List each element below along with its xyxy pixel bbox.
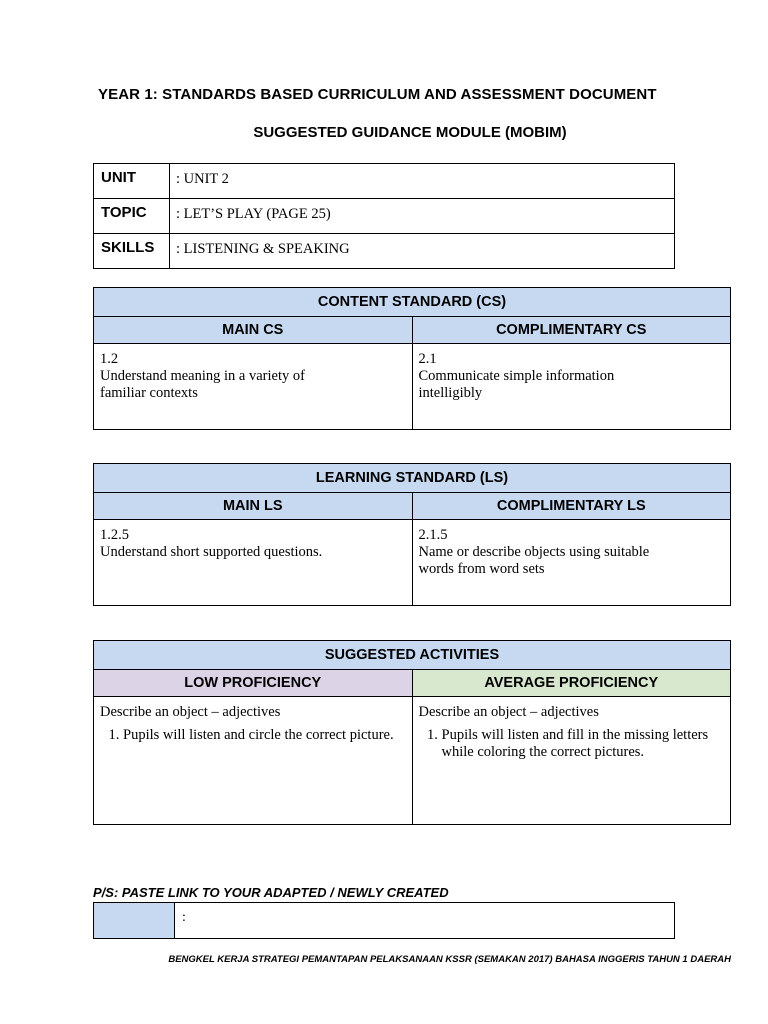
document-title: YEAR 1: STANDARDS BASED CURRICULUM AND ASSESSMENT DOCUMENT <box>98 86 657 103</box>
low-proficiency-heading: LOW PROFICIENCY <box>94 670 413 697</box>
learning-standard-heading: LEARNING STANDARD (LS) <box>94 464 731 493</box>
complimentary-ls-text: Name or describe objects using suitable words from word sets <box>418 544 650 577</box>
topic-row <box>94 199 675 234</box>
main-ls-text: Understand short supported questions. <box>100 544 323 560</box>
low-activity-intro: Describe an object – adjectives <box>100 704 281 720</box>
low-proficiency-cell <box>94 697 413 825</box>
unit-label: UNIT <box>94 164 170 199</box>
unit-info-table <box>93 163 675 269</box>
material-link-label: P/S: PASTE LINK TO YOUR ADAPTED / NEWLY CREATED <box>93 885 449 900</box>
complimentary-ls-cell <box>412 520 731 606</box>
low-activity-item: 1. Pupils will listen and circle the correct picture. <box>123 727 406 744</box>
average-activity-intro: Describe an object – adjectives <box>418 704 599 720</box>
main-cs-code: 1.2 <box>100 351 119 367</box>
complimentary-cs-cell <box>412 344 731 430</box>
complimentary-ls-code: 2.1.5 <box>418 527 448 543</box>
unit-value: : UNIT 2 <box>170 164 675 199</box>
low-activity-list <box>100 727 406 744</box>
footer-text: BENGKEL KERJA STRATEGI PEMANTAPAN PELAKSANAAN KSSR (SEMAKAN 2017) BAHASA INGGERIS TAHUN 1 DAERAH <box>168 954 731 965</box>
material-link-table <box>93 902 675 939</box>
unit-row <box>94 164 675 199</box>
average-proficiency-heading: AVERAGE PROFICIENCY <box>412 670 731 697</box>
skills-label: SKILLS <box>94 234 170 269</box>
topic-value: : LET’S PLAY (PAGE 25) <box>170 199 675 234</box>
suggested-activities-table <box>93 640 731 825</box>
average-activity-item: 1. Pupils will listen and fill in the missing letters while coloring the correct pictures. <box>442 727 725 761</box>
complimentary-ls-heading: COMPLIMENTARY LS <box>412 493 731 520</box>
content-standard-heading: CONTENT STANDARD (CS) <box>94 288 731 317</box>
main-ls-code: 1.2.5 <box>100 527 129 543</box>
learning-standard-table <box>93 463 731 606</box>
topic-label: TOPIC <box>94 199 170 234</box>
complimentary-cs-text: Communicate simple information intelligibly <box>418 368 615 401</box>
average-proficiency-cell <box>412 697 731 825</box>
main-cs-text: Understand meaning in a variety of familiar contexts <box>100 368 305 401</box>
content-standard-table <box>93 287 731 430</box>
complimentary-cs-code: 2.1 <box>418 351 437 367</box>
complimentary-cs-heading: COMPLIMENTARY CS <box>412 317 731 344</box>
material-link-field[interactable]: : <box>175 903 675 939</box>
document-subtitle: SUGGESTED GUIDANCE MODULE (MOBIM) <box>253 124 567 141</box>
main-ls-cell <box>94 520 413 606</box>
average-activity-list <box>419 727 725 761</box>
material-link-label-cell <box>94 903 175 939</box>
main-ls-heading: MAIN LS <box>94 493 413 520</box>
main-cs-heading: MAIN CS <box>94 317 413 344</box>
main-cs-cell <box>94 344 413 430</box>
skills-row <box>94 234 675 269</box>
suggested-activities-heading: SUGGESTED ACTIVITIES <box>94 641 731 670</box>
skills-value: : LISTENING & SPEAKING <box>170 234 675 269</box>
